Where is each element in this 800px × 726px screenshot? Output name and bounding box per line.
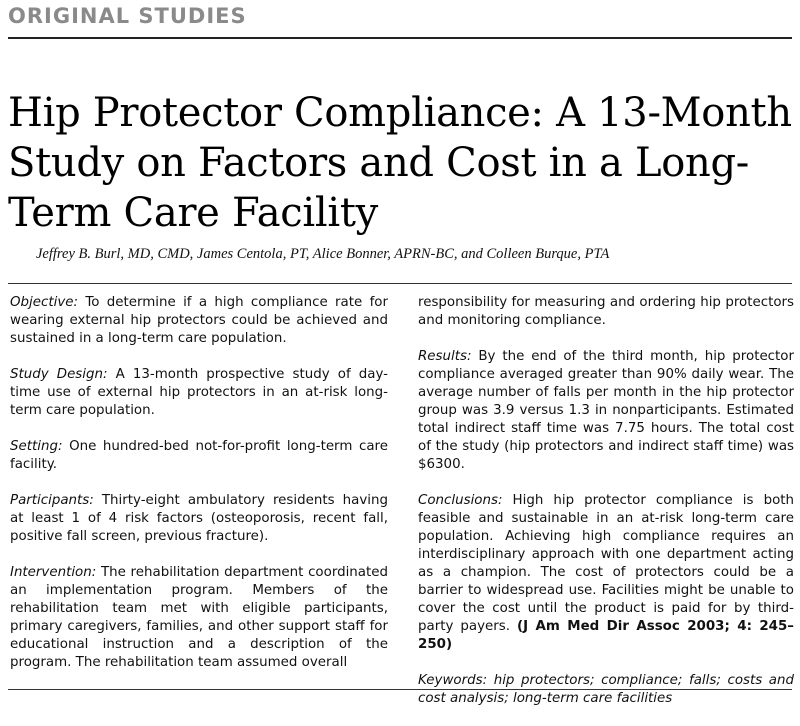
author-list: Jeffrey B. Burl, MD, CMD, James Centola, PT, Alice Bonner, APRN-BC, and Colleen Burque, PTA — [36, 246, 610, 262]
abstract-top-rule — [8, 283, 792, 284]
article-title: Hip Protector Compliance: A 13-Month Study on Factors and Cost in a Long-Term Care Facility — [8, 90, 792, 236]
intervention-text: The rehabilitation department coordinated an implementation program. Members of the rehabilitation team met with eligible participants, primary caregivers, families, and other support staff for educational instruction and a description of the program. The rehabilitation team assumed overall — [10, 565, 388, 670]
setting-heading: Setting: — [10, 439, 63, 454]
conclusions-text: High hip protector compliance is both feasible and sustainable in an at-risk long-term care population. Achieving high compliance requires an interdisciplinary approach with one department acting as a champion. The cost of protectors could be a barrier to widespread use. Facilities might be unable to cover the cost until the product is paid for by third-party payers. — [418, 493, 794, 634]
abstract-left-column — [10, 294, 388, 690]
results-text: By the end of the third month, hip protector compliance averaged greater than 90% daily wear. The average number of falls per month in the hip protector group was 3.9 versus 1.3 in nonparticipants. Estimated total indirect staff time was 7.75 hours. The total cost of the study (hip protectors and indirect staff time) was $6300. — [418, 349, 794, 472]
setting-paragraph — [10, 438, 388, 474]
intervention-heading: Intervention: — [10, 565, 97, 580]
objective-heading: Objective: — [10, 295, 79, 310]
keywords-heading: Keywords: — [418, 673, 488, 688]
participants-text: Thirty-eight ambulatory residents having at least 1 of 4 risk factors (osteoporosis, recent fall, positive fall screen, previous fracture). — [10, 493, 388, 544]
abstract-right-column — [418, 294, 794, 726]
conclusions-heading: Conclusions: — [418, 493, 503, 508]
top-rule — [8, 37, 792, 39]
keywords-text: hip protectors; compliance; falls; costs and cost analysis; long-term care facilities — [418, 673, 794, 706]
keywords-paragraph — [418, 672, 794, 708]
study-design-heading: Study Design: — [10, 367, 108, 382]
study-design-text: A 13-month prospective study of day-time use of external hip protectors in an at-risk long-term care population. — [10, 367, 388, 418]
abstract-bottom-rule — [8, 689, 792, 690]
participants-heading: Participants: — [10, 493, 94, 508]
conclusions-paragraph — [418, 492, 794, 654]
intervention-paragraph — [10, 564, 388, 672]
objective-paragraph — [10, 294, 388, 348]
section-label: ORIGINAL STUDIES — [8, 4, 247, 28]
participants-paragraph — [10, 492, 388, 546]
intervention-continued-paragraph: responsibility for measuring and ordering hip protectors and monitoring compliance. — [418, 295, 794, 328]
results-heading: Results: — [418, 349, 472, 364]
journal-citation: (J Am Med Dir Assoc 2003; 4: 245–250) — [418, 619, 794, 652]
objective-text: To determine if a high compliance rate for wearing external hip protectors could be achieved and sustained in a long-term care population. — [10, 295, 388, 346]
setting-text: One hundred-bed not-for-profit long-term care facility. — [10, 439, 388, 472]
study-design-paragraph — [10, 366, 388, 420]
results-paragraph — [418, 348, 794, 474]
